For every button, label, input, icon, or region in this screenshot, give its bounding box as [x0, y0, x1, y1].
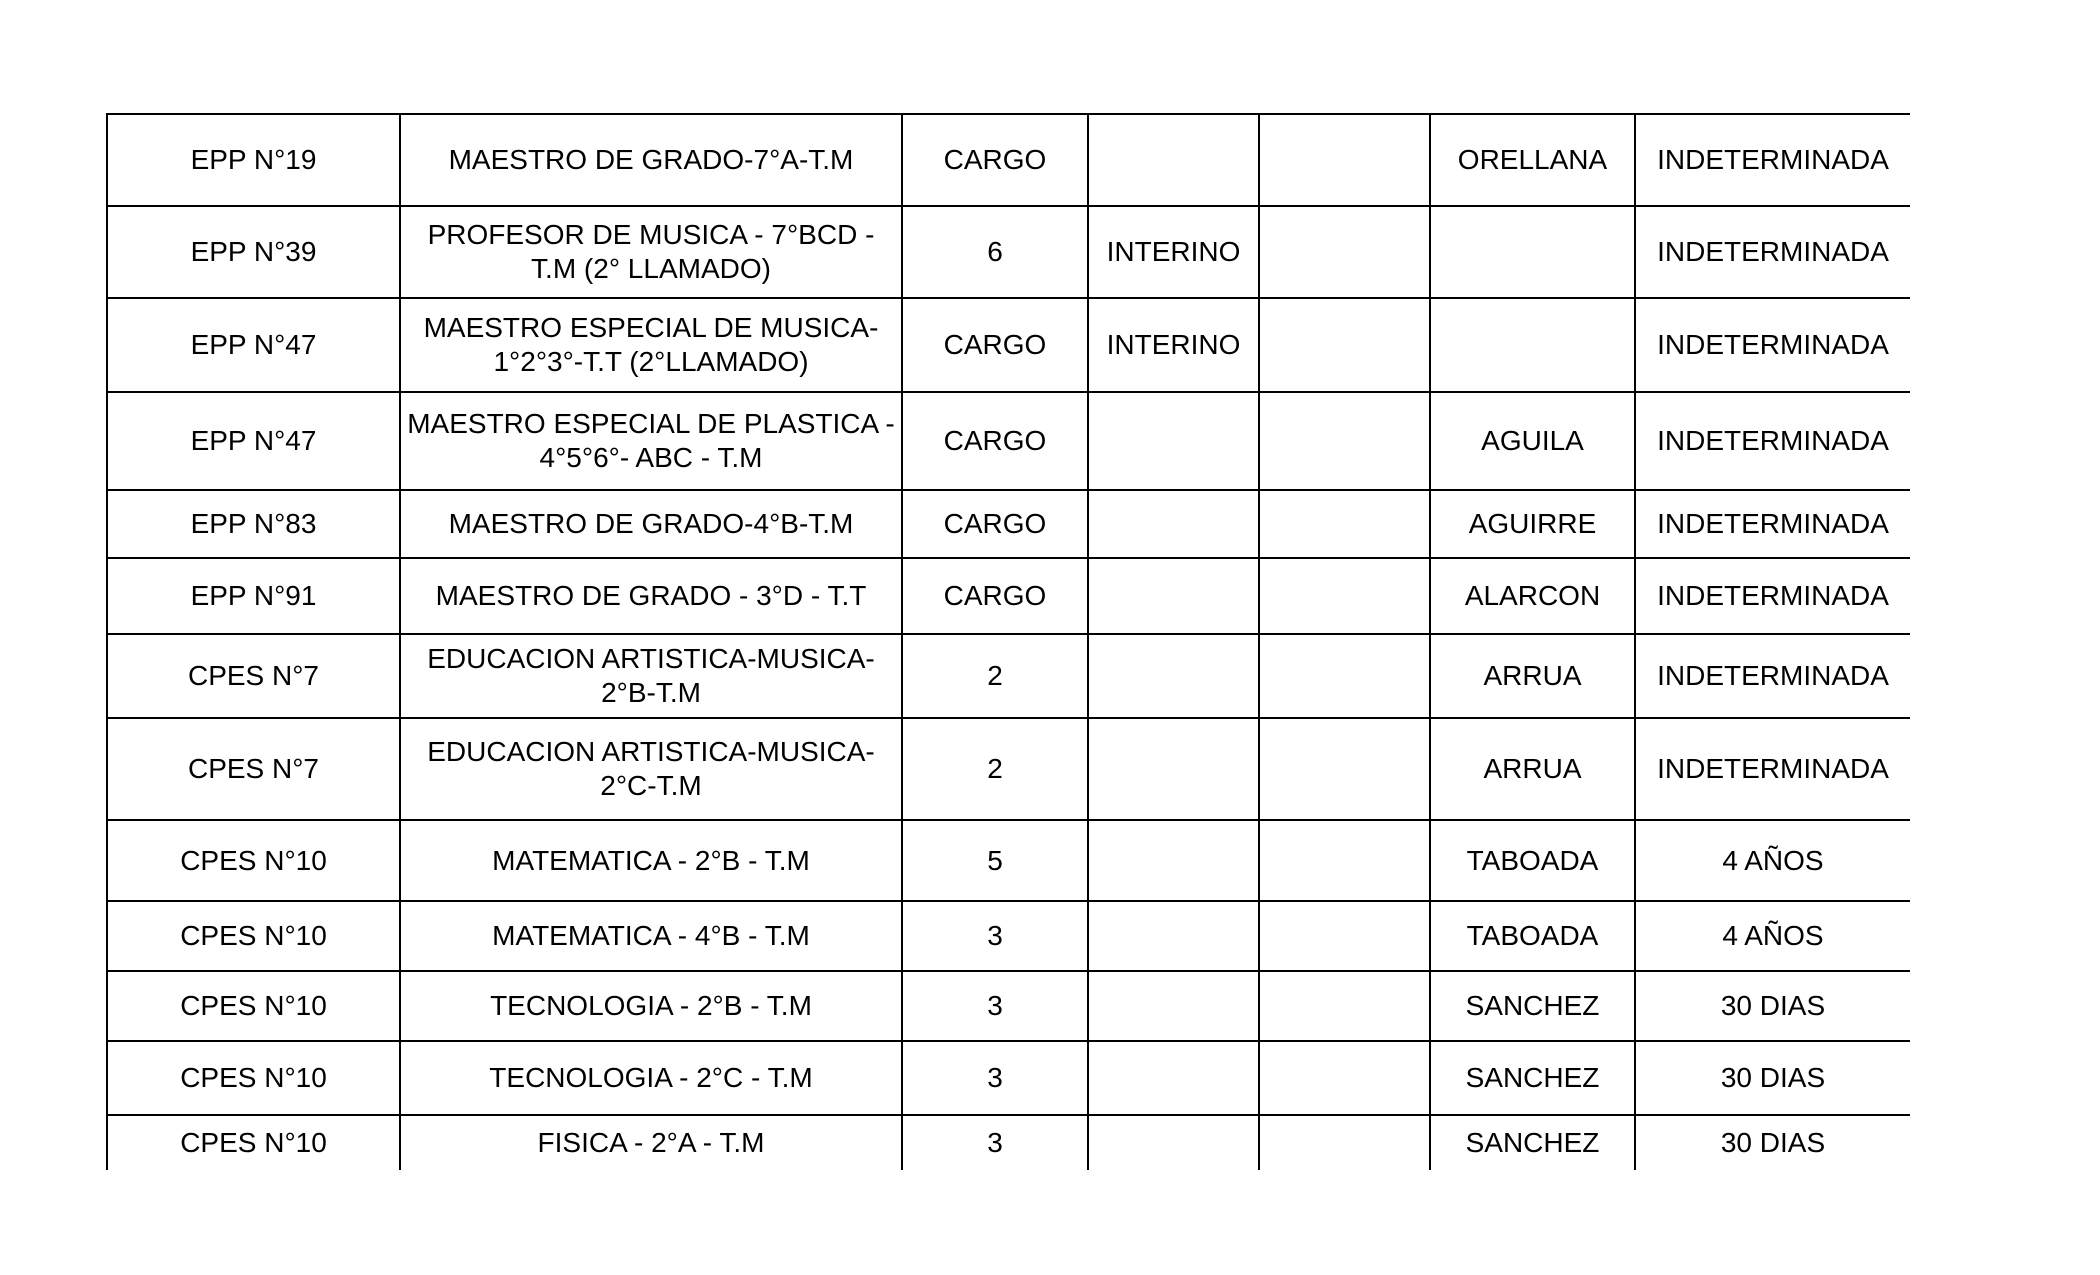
position-cell: TECNOLOGIA - 2°B - T.M	[400, 971, 902, 1041]
school-cell: CPES N°10	[107, 971, 400, 1041]
blank-cell	[1259, 392, 1430, 490]
hours-cell: CARGO	[902, 298, 1088, 392]
table-row	[107, 1115, 1910, 1170]
blank-cell	[1259, 820, 1430, 901]
blank-cell	[1259, 971, 1430, 1041]
hours-cell: 2	[902, 634, 1088, 718]
status-cell	[1088, 718, 1259, 820]
school-cell: CPES N°10	[107, 820, 400, 901]
position-cell: MAESTRO ESPECIAL DE MUSICA- 1°2°3°-T.T (2°LLAMADO)	[400, 298, 902, 392]
table-row	[107, 206, 1910, 298]
table-row	[107, 298, 1910, 392]
school-cell: CPES N°7	[107, 634, 400, 718]
table-row	[107, 1041, 1910, 1115]
status-cell: INTERINO	[1088, 298, 1259, 392]
position-cell: MAESTRO ESPECIAL DE PLASTICA - 4°5°6°- ABC - T.M	[400, 392, 902, 490]
vacancy-table	[106, 113, 1910, 1170]
duration-cell: INDETERMINADA	[1635, 206, 1910, 298]
holder-cell: SANCHEZ	[1430, 1041, 1635, 1115]
hours-cell: 3	[902, 1041, 1088, 1115]
blank-cell	[1259, 901, 1430, 971]
status-cell	[1088, 820, 1259, 901]
holder-cell: ARRUA	[1430, 634, 1635, 718]
position-cell: FISICA - 2°A - T.M	[400, 1115, 902, 1170]
position-cell: MAESTRO DE GRADO - 3°D - T.T	[400, 558, 902, 634]
hours-cell: CARGO	[902, 558, 1088, 634]
status-cell	[1088, 634, 1259, 718]
duration-cell: INDETERMINADA	[1635, 718, 1910, 820]
table-row	[107, 634, 1910, 718]
position-cell: EDUCACION ARTISTICA-MUSICA-2°C-T.M	[400, 718, 902, 820]
position-cell: MAESTRO DE GRADO-4°B-T.M	[400, 490, 902, 558]
duration-cell: INDETERMINADA	[1635, 298, 1910, 392]
blank-cell	[1259, 718, 1430, 820]
table-row	[107, 114, 1910, 206]
position-cell: MAESTRO DE GRADO-7°A-T.M	[400, 114, 902, 206]
holder-cell: TABOADA	[1430, 901, 1635, 971]
school-cell: CPES N°10	[107, 1115, 400, 1170]
holder-cell: SANCHEZ	[1430, 1115, 1635, 1170]
hours-cell: 3	[902, 1115, 1088, 1170]
status-cell	[1088, 114, 1259, 206]
blank-cell	[1259, 558, 1430, 634]
blank-cell	[1259, 490, 1430, 558]
duration-cell: INDETERMINADA	[1635, 114, 1910, 206]
holder-cell: ARRUA	[1430, 718, 1635, 820]
blank-cell	[1259, 206, 1430, 298]
duration-cell: 30 DIAS	[1635, 971, 1910, 1041]
status-cell	[1088, 1115, 1259, 1170]
blank-cell	[1259, 1041, 1430, 1115]
hours-cell: 3	[902, 971, 1088, 1041]
status-cell	[1088, 1041, 1259, 1115]
holder-cell: SANCHEZ	[1430, 971, 1635, 1041]
blank-cell	[1259, 114, 1430, 206]
spreadsheet-page	[106, 113, 1910, 1170]
blank-cell	[1259, 634, 1430, 718]
duration-cell: 30 DIAS	[1635, 1041, 1910, 1115]
school-cell: EPP N°19	[107, 114, 400, 206]
school-cell: EPP N°91	[107, 558, 400, 634]
table-row	[107, 718, 1910, 820]
position-cell: MATEMATICA - 4°B - T.M	[400, 901, 902, 971]
duration-cell: 30 DIAS	[1635, 1115, 1910, 1170]
table-row	[107, 820, 1910, 901]
hours-cell: CARGO	[902, 490, 1088, 558]
holder-cell: TABOADA	[1430, 820, 1635, 901]
holder-cell: AGUILA	[1430, 392, 1635, 490]
hours-cell: 5	[902, 820, 1088, 901]
school-cell: EPP N°47	[107, 298, 400, 392]
duration-cell: INDETERMINADA	[1635, 634, 1910, 718]
hours-cell: CARGO	[902, 114, 1088, 206]
duration-cell: 4 AÑOS	[1635, 901, 1910, 971]
blank-cell	[1259, 1115, 1430, 1170]
hours-cell: 3	[902, 901, 1088, 971]
duration-cell: 4 AÑOS	[1635, 820, 1910, 901]
duration-cell: INDETERMINADA	[1635, 558, 1910, 634]
hours-cell: CARGO	[902, 392, 1088, 490]
position-cell: MATEMATICA - 2°B - T.M	[400, 820, 902, 901]
status-cell	[1088, 901, 1259, 971]
duration-cell: INDETERMINADA	[1635, 392, 1910, 490]
hours-cell: 6	[902, 206, 1088, 298]
status-cell	[1088, 558, 1259, 634]
status-cell: INTERINO	[1088, 206, 1259, 298]
blank-cell	[1259, 298, 1430, 392]
position-cell: TECNOLOGIA - 2°C - T.M	[400, 1041, 902, 1115]
table-body	[107, 114, 1910, 1170]
holder-cell	[1430, 206, 1635, 298]
table-row	[107, 490, 1910, 558]
school-cell: CPES N°10	[107, 901, 400, 971]
status-cell	[1088, 490, 1259, 558]
holder-cell: AGUIRRE	[1430, 490, 1635, 558]
school-cell: EPP N°47	[107, 392, 400, 490]
school-cell: CPES N°10	[107, 1041, 400, 1115]
table-row	[107, 558, 1910, 634]
table-row	[107, 392, 1910, 490]
duration-cell: INDETERMINADA	[1635, 490, 1910, 558]
status-cell	[1088, 971, 1259, 1041]
hours-cell: 2	[902, 718, 1088, 820]
school-cell: EPP N°39	[107, 206, 400, 298]
position-cell: EDUCACION ARTISTICA-MUSICA-2°B-T.M	[400, 634, 902, 718]
table-row	[107, 971, 1910, 1041]
position-cell: PROFESOR DE MUSICA - 7°BCD - T.M (2° LLAMADO)	[400, 206, 902, 298]
table-row	[107, 901, 1910, 971]
school-cell: EPP N°83	[107, 490, 400, 558]
holder-cell	[1430, 298, 1635, 392]
school-cell: CPES N°7	[107, 718, 400, 820]
holder-cell: ALARCON	[1430, 558, 1635, 634]
holder-cell: ORELLANA	[1430, 114, 1635, 206]
status-cell	[1088, 392, 1259, 490]
